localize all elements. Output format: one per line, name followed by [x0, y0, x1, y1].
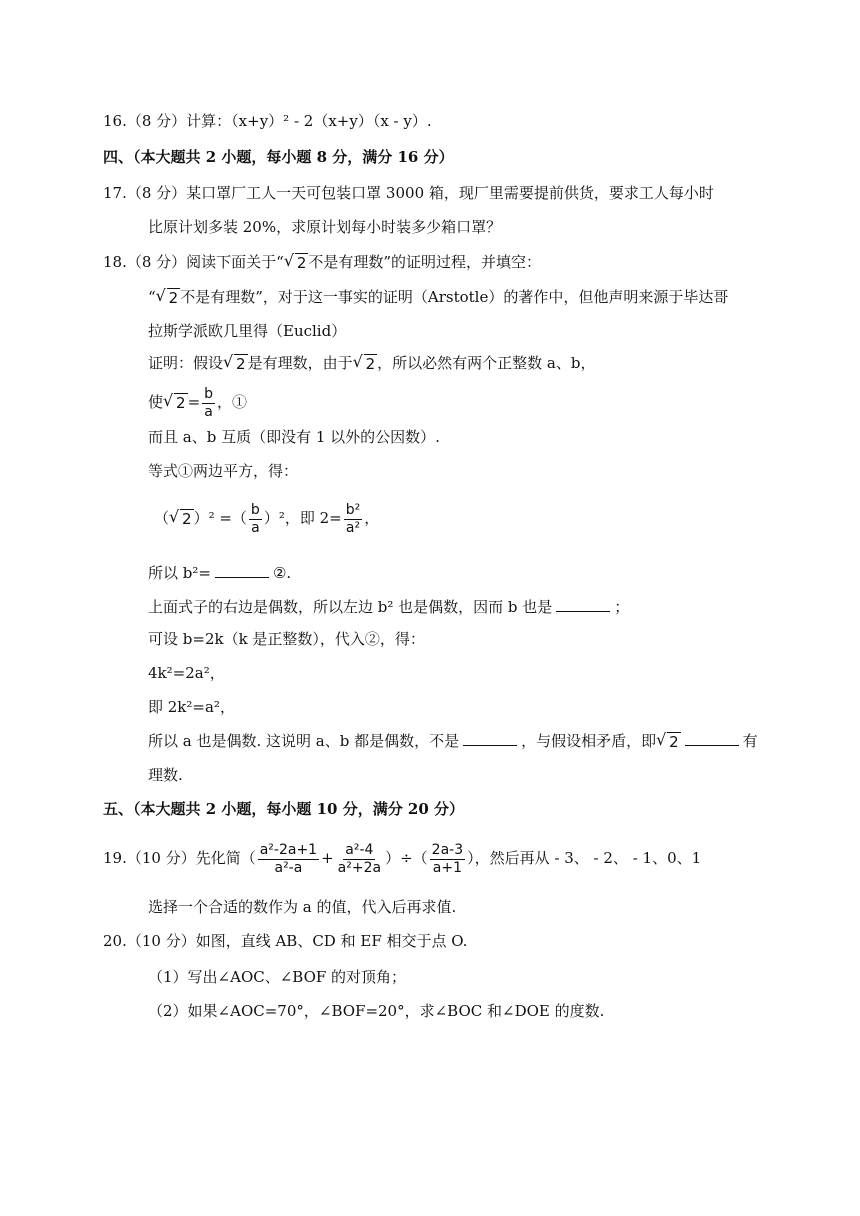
section-4-heading: 四、（本大题共 2 小题，每小题 8 分，满分 16 分）	[103, 148, 454, 166]
question-18-line-10: 上面式子的右边是偶数，所以左边 b² 也是偶数，因而 b 也是 ；	[148, 598, 630, 616]
question-18-line-1	[103, 251, 541, 274]
answer-blank-4[interactable]	[685, 731, 739, 746]
sqrt-2: √ 2	[223, 352, 246, 373]
sqrt-2: √ 2	[163, 391, 186, 412]
sqrt-2: √ 2	[169, 507, 192, 528]
fraction-1: $\frac{\text{a²-2a+1}}{\text{a²-a}}$	[259, 841, 318, 876]
question-18-line-4: 证明：假设 √ 2 是有理数，由于 √ 2 ，所以必然有两个正整数 a、b，	[148, 352, 596, 373]
answer-blank-3[interactable]	[463, 731, 517, 746]
question-18-line-15: 理数.	[148, 766, 183, 784]
question-18-line-2: “ √ 2 不是有理数”，对于这一事实的证明（Arstotle）的著作中，但他声明来源于毕达哥	[148, 286, 729, 307]
question-18-line-14: 所以 a 也是偶数. 这说明 a、b 都是偶数，不是 ，与假设相矛盾，即 √ 2 有	[148, 730, 758, 751]
question-18-line-5: 使 √ 2 = $\frac{b}{a}$ ，①	[148, 382, 247, 423]
section-5-heading: 五、（本大题共 2 小题，每小题 10 分，满分 20 分）	[103, 800, 465, 818]
sqrt-2: √ 2	[656, 730, 679, 751]
question-18-line-9: 所以 b²= ②.	[148, 564, 292, 582]
sqrt-2: √ 2	[352, 352, 376, 373]
fraction-b-over-a: $\frac{b}{a}$	[204, 385, 214, 420]
fraction-3: $\frac{2a-3}{a+1}$	[431, 841, 464, 876]
question-18-line-13: 即 2k²=a²，	[148, 698, 235, 716]
question-18-line-6: 而且 a、b 互质（即没有 1 以外的公因数）.	[148, 428, 440, 446]
answer-blank-2[interactable]	[556, 597, 610, 612]
q18-text: 不是有理数”的证明过程，并填空：	[308, 253, 542, 271]
sqrt-2: √ 2	[283, 251, 307, 272]
question-20-line-1: 20.（10 分）如图，直线 AB、CD 和 EF 相交于点 O.	[103, 932, 468, 950]
question-18-line-3: 拉斯学派欧几里得（Euclid）	[148, 322, 347, 340]
question-18-line-11: 可设 b=2k（k 是正整数），代入②，得：	[148, 630, 425, 648]
sqrt-2: √ 2	[155, 286, 179, 307]
answer-blank-1[interactable]	[215, 563, 269, 578]
question-19-line-1: 19.（10 分）先化简（ $\frac{\text{a²-2a+1}}{\text{a²-a}}$ + $\frac{\text{a²-4}}{\text{a²+2a}}$ ）÷（ $\frac{2a-3}{a+1}$ ），然后再从 - 3、 - 2、 - 1、0、1	[103, 841, 702, 876]
question-19-line-2: 选择一个合适的数作为 a 的值，代入后再求值.	[148, 898, 457, 916]
question-17-line-1: 17.（8 分）某口罩厂工人一天可包装口罩 3000 箱，现厂里需要提前供货，要求工人每小时	[103, 184, 714, 202]
question-18-line-8: （ √ 2 ）² =（ $\frac{b}{a}$ ）²，即 2= $\frac{\text{b²}}{\text{a²}}$ ，	[154, 496, 379, 541]
fraction-2: $\frac{\text{a²-4}}{\text{a²+2a}}$	[337, 841, 382, 876]
question-20-line-2: （1）写出∠AOC、∠BOF 的对顶角；	[148, 968, 407, 986]
question-18-line-12: 4k²=2a²，	[148, 664, 225, 682]
fraction-b2-over-a2: $\frac{\text{b²}}{\text{a²}}$	[345, 501, 361, 536]
q18-text: 18.（8 分）阅读下面关于“	[103, 253, 284, 271]
question-16: 16.（8 分）计算：（x+y）² - 2（x+y）（x - y）.	[103, 112, 432, 130]
question-18-line-7: 等式①两边平方，得：	[148, 462, 299, 480]
question-17-line-2: 比原计划多装 20%，求原计划每小时装多少箱口罩？	[148, 218, 502, 236]
question-20-line-3: （2）如果∠AOC=70°，∠BOF=20°，求∠BOC 和∠DOE 的度数.	[148, 1002, 605, 1020]
fraction-b-over-a: $\frac{b}{a}$	[250, 501, 260, 536]
